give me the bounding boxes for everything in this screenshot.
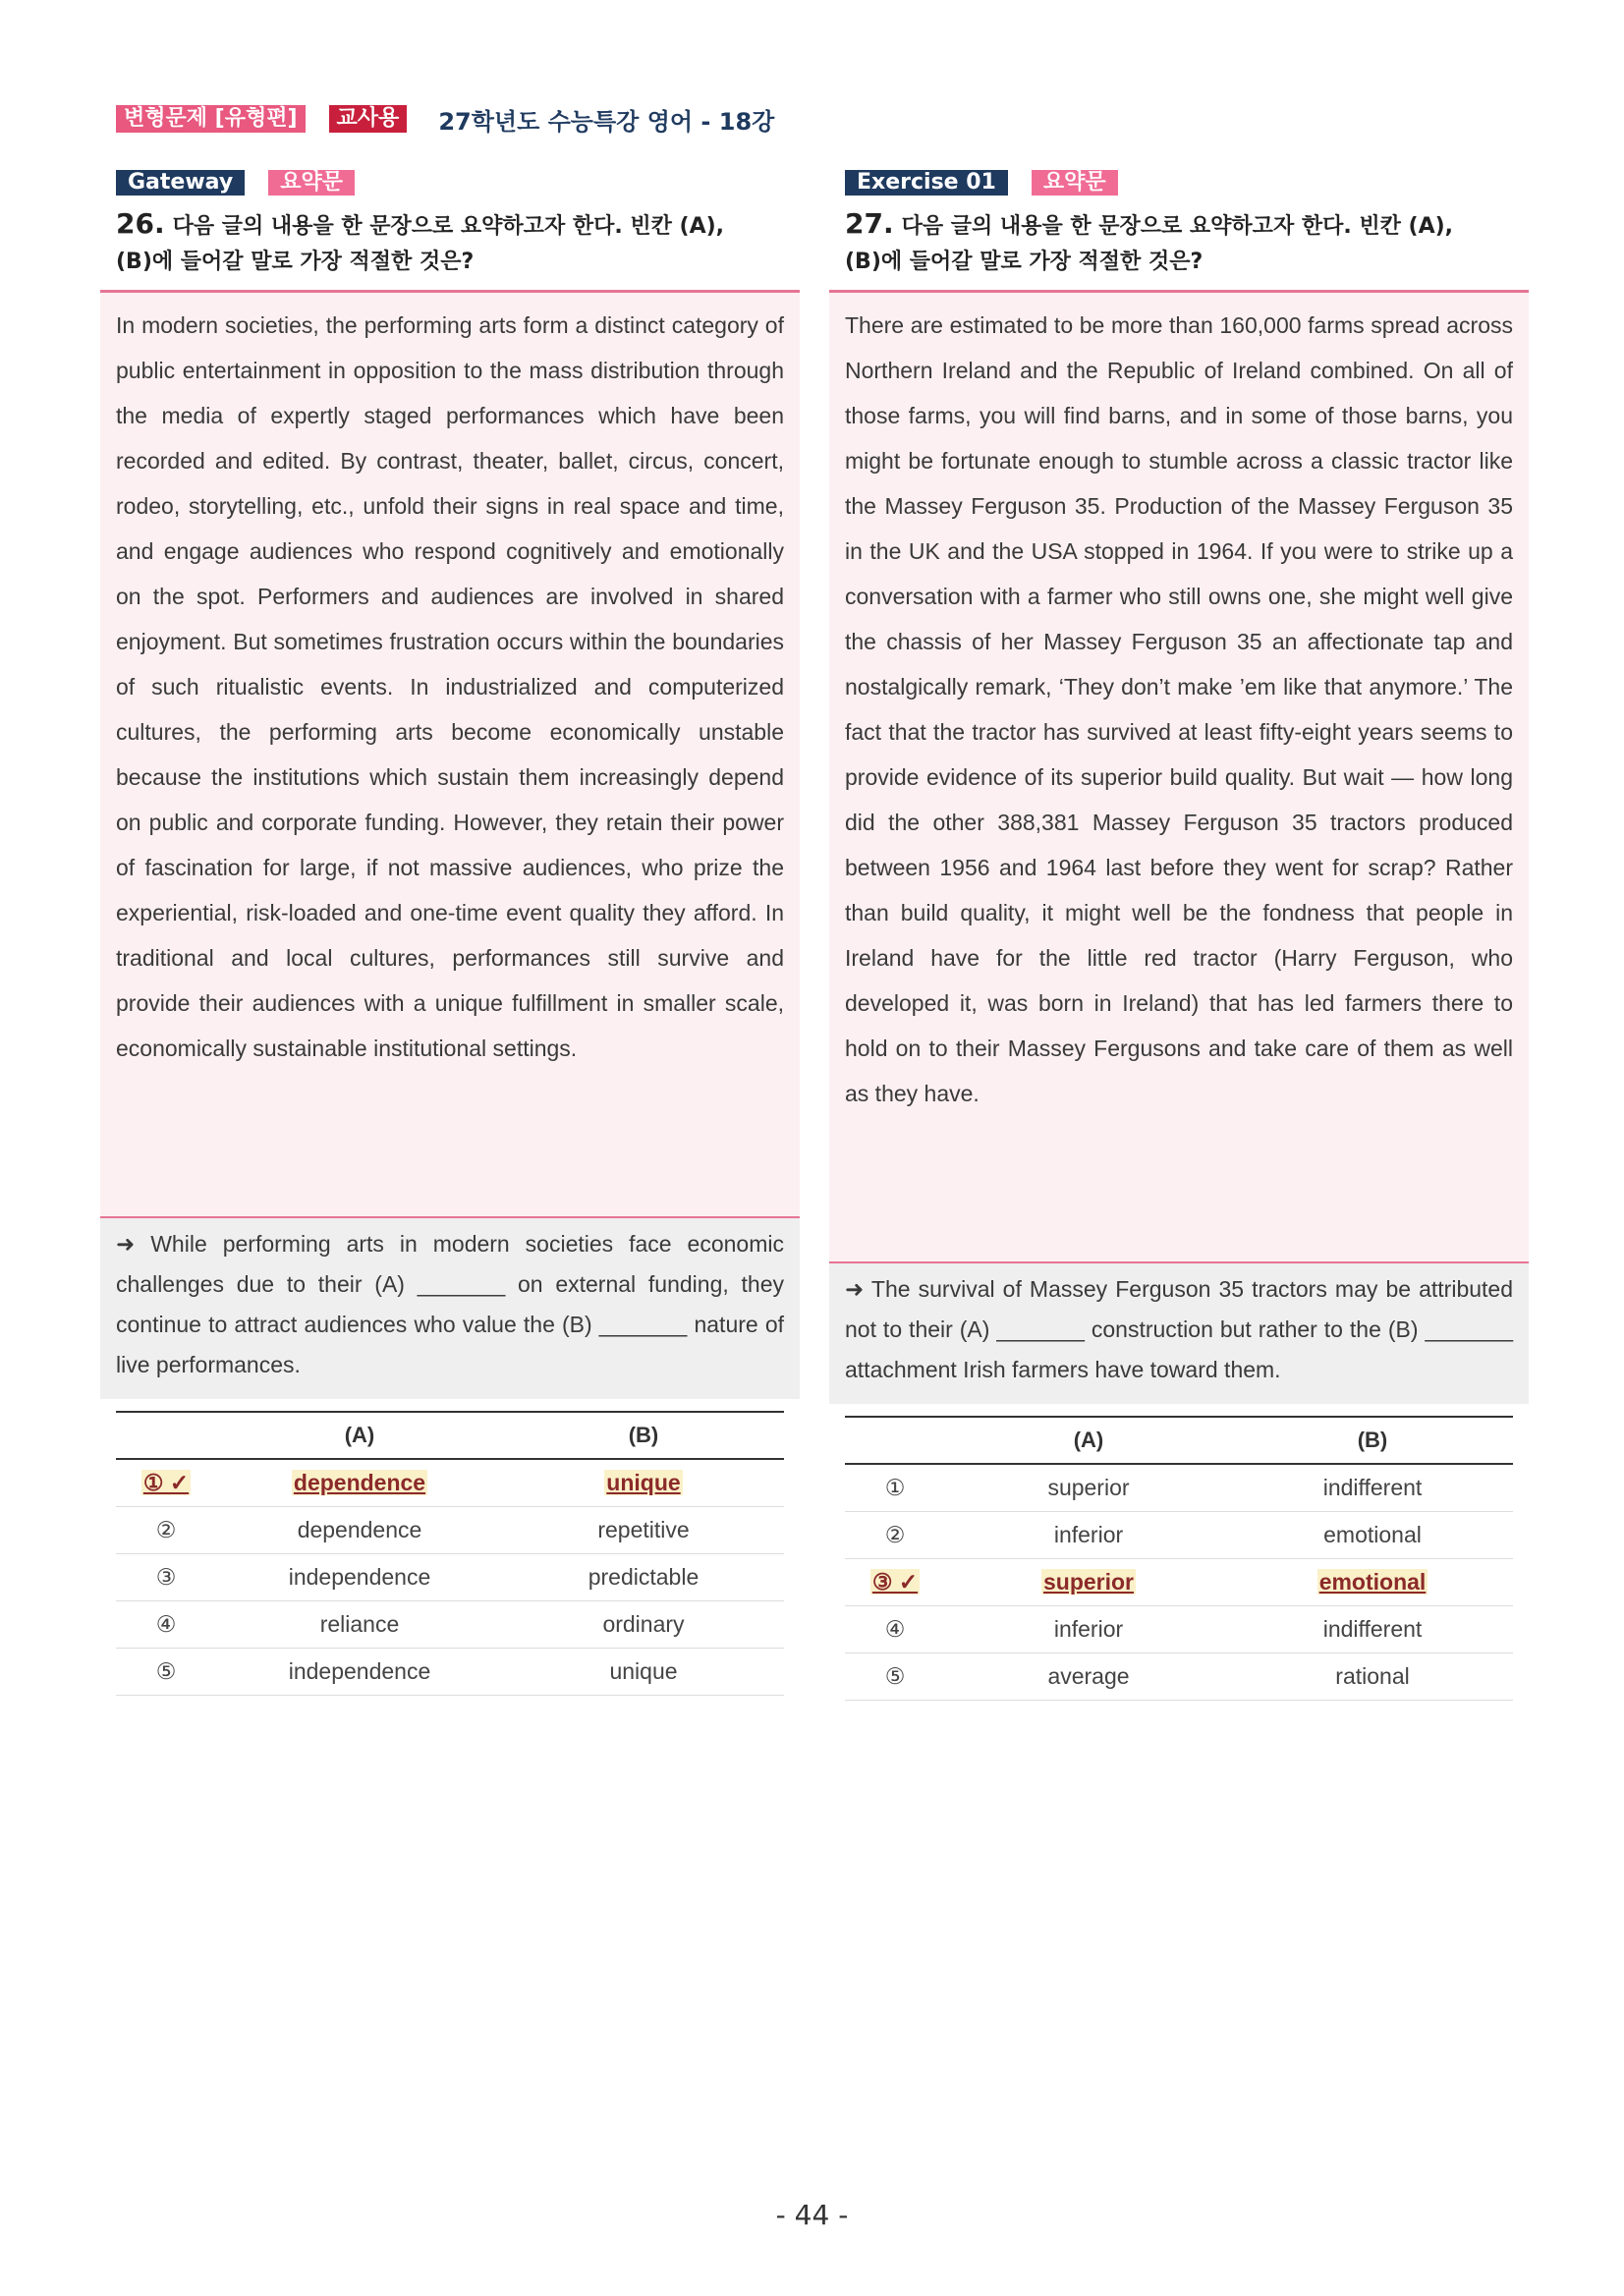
option-a: inferior — [945, 1512, 1232, 1559]
option-number: ③ ✓ — [871, 1569, 919, 1595]
answer-options-table — [845, 1416, 1513, 1701]
option-a: average — [945, 1653, 1232, 1701]
option-row[interactable] — [845, 1559, 1513, 1606]
passage-box — [829, 290, 1529, 1261]
teacher-tag: 교사용 — [329, 105, 408, 133]
option-number: ④ — [845, 1606, 945, 1653]
option-row[interactable] — [845, 1464, 1513, 1512]
option-b: indifferent — [1232, 1606, 1513, 1653]
page-header — [116, 102, 774, 136]
question-prompt — [845, 206, 1513, 280]
option-row[interactable] — [845, 1606, 1513, 1653]
type-label: 요약문 — [268, 170, 355, 196]
question-text-line2: (B)에 들어갈 말로 가장 적절한 것은? — [116, 250, 475, 274]
type-tag: 변형문제 [유형편] — [116, 105, 306, 133]
option-a: superior — [945, 1464, 1232, 1512]
option-number: ② — [845, 1512, 945, 1559]
option-number: ① — [845, 1464, 945, 1512]
option-row[interactable] — [116, 1459, 784, 1507]
option-a: superior — [1042, 1569, 1135, 1595]
summary-box — [100, 1216, 800, 1399]
option-number: ⑤ — [845, 1653, 945, 1701]
question-text-line1: 다음 글의 내용을 한 문장으로 요약하고자 한다. 빈칸 (A), — [172, 214, 725, 239]
option-b: unique — [606, 1470, 681, 1495]
option-b: emotional — [1318, 1569, 1427, 1595]
summary-text: ➜ The survival of Massey Ferguson 35 tractors may be attributed not to their (A) _______ construction but rather to the (B) _______ attachment Irish farmers have toward them. — [845, 1276, 1513, 1382]
option-a: reliance — [216, 1601, 503, 1649]
option-b: unique — [503, 1649, 784, 1696]
section-label: Exercise 01 — [845, 170, 1008, 196]
option-row[interactable] — [845, 1653, 1513, 1701]
option-number: ④ — [116, 1601, 216, 1649]
summary-box — [829, 1261, 1529, 1404]
column-b-header: (B) — [503, 1412, 784, 1459]
question-number: 26. — [116, 207, 165, 240]
answer-options-table — [116, 1411, 784, 1696]
column-a-header: (A) — [945, 1417, 1232, 1464]
passage-text: There are estimated to be more than 160,000 farms spread across Northern Ireland and the Republic of Ireland combined. On all of those farms, you will find barns, and in some of those barns, you might be fortunate enough to stumble across a classic tractor like the Massey Ferguson 35. Production of the Massey Ferguson 35 in the UK and the USA stopped in 1964. If you were to strike up a conversation with a farmer who still owns one, she might well give the chassis of her Massey Ferguson 35 an affectionate tap and nostalgically remark, ‘They don’t make ’em like that anymore.’ The fact that the tractor has survived at least fifty-eight years seems to provide evidence of its superior build quality. But wait — how long did the other 388,381 Massey Ferguson 35 tractors produced between 1956 and 1964 last before they went for scrap? Rather than build quality, it might well be the fondness that people in Ireland have for the little red tractor (Harry Ferguson, who developed it, was born in Ireland) that has led farmers there to hold on to their Massey Fergusons and take care of them as well as they have. — [845, 312, 1513, 1106]
option-a: inferior — [945, 1606, 1232, 1653]
passage-box — [100, 290, 800, 1216]
option-number: ③ — [116, 1554, 216, 1601]
option-b: ordinary — [503, 1601, 784, 1649]
option-b: repetitive — [503, 1507, 784, 1554]
summary-text: ➜ While performing arts in modern societies face economic challenges due to their (A) _______ on external funding, they continue to attract audiences who value the (B) _______ nature of live performances. — [116, 1231, 784, 1377]
option-number: ⑤ — [116, 1649, 216, 1696]
option-number: ② — [116, 1507, 216, 1554]
question-number: 27. — [845, 207, 894, 240]
question-prompt — [116, 206, 784, 280]
section-label: Gateway — [116, 170, 245, 196]
option-b: rational — [1232, 1653, 1513, 1701]
type-label: 요약문 — [1032, 170, 1118, 196]
question-text-line2: (B)에 들어갈 말로 가장 적절한 것은? — [845, 250, 1204, 274]
option-a: independence — [216, 1649, 503, 1696]
option-a: dependence — [293, 1470, 426, 1495]
page-number: - 44 - — [775, 2199, 849, 2231]
option-row[interactable] — [116, 1649, 784, 1696]
option-number: ① ✓ — [142, 1470, 190, 1495]
question-27-column — [845, 169, 1513, 1701]
option-a: independence — [216, 1554, 503, 1601]
option-a: dependence — [216, 1507, 503, 1554]
passage-text: In modern societies, the performing arts form a distinct category of public entertainment in opposition to the mass distribution through the media of expertly staged performances which have been recorded and edited. By contrast, theater, ballet, circus, concert, rodeo, storytelling, etc., unfold their signs in real space and time, and engage audiences who respond cognitively and emotionally on the spot. Performers and audiences are involved in shared enjoyment. But sometimes frustration occurs within the boundaries of such ritualistic events. In industrialized and computerized cultures, the performing arts become economically unstable because the institutions which sustain them increasingly depend on public and corporate funding. However, they retain their power of fascination for large, if not massive audiences, who prize the experiential, risk-loaded and one-time event quality they afford. In traditional and local cultures, performances still survive and provide their audiences with a unique fulfillment in smaller scale, economically sustainable institutional settings. — [116, 312, 784, 1061]
option-b: emotional — [1232, 1512, 1513, 1559]
column-b-header: (B) — [1232, 1417, 1513, 1464]
option-row[interactable] — [116, 1601, 784, 1649]
question-26-column — [116, 169, 784, 1696]
option-b: indifferent — [1232, 1464, 1513, 1512]
column-a-header: (A) — [216, 1412, 503, 1459]
option-row[interactable] — [845, 1512, 1513, 1559]
option-row[interactable] — [116, 1554, 784, 1601]
question-text-line1: 다음 글의 내용을 한 문장으로 요약하고자 한다. 빈칸 (A), — [901, 214, 1454, 239]
option-b: predictable — [503, 1554, 784, 1601]
page-title: 27학년도 수능특강 영어 - 18강 — [438, 107, 775, 136]
option-row[interactable] — [116, 1507, 784, 1554]
